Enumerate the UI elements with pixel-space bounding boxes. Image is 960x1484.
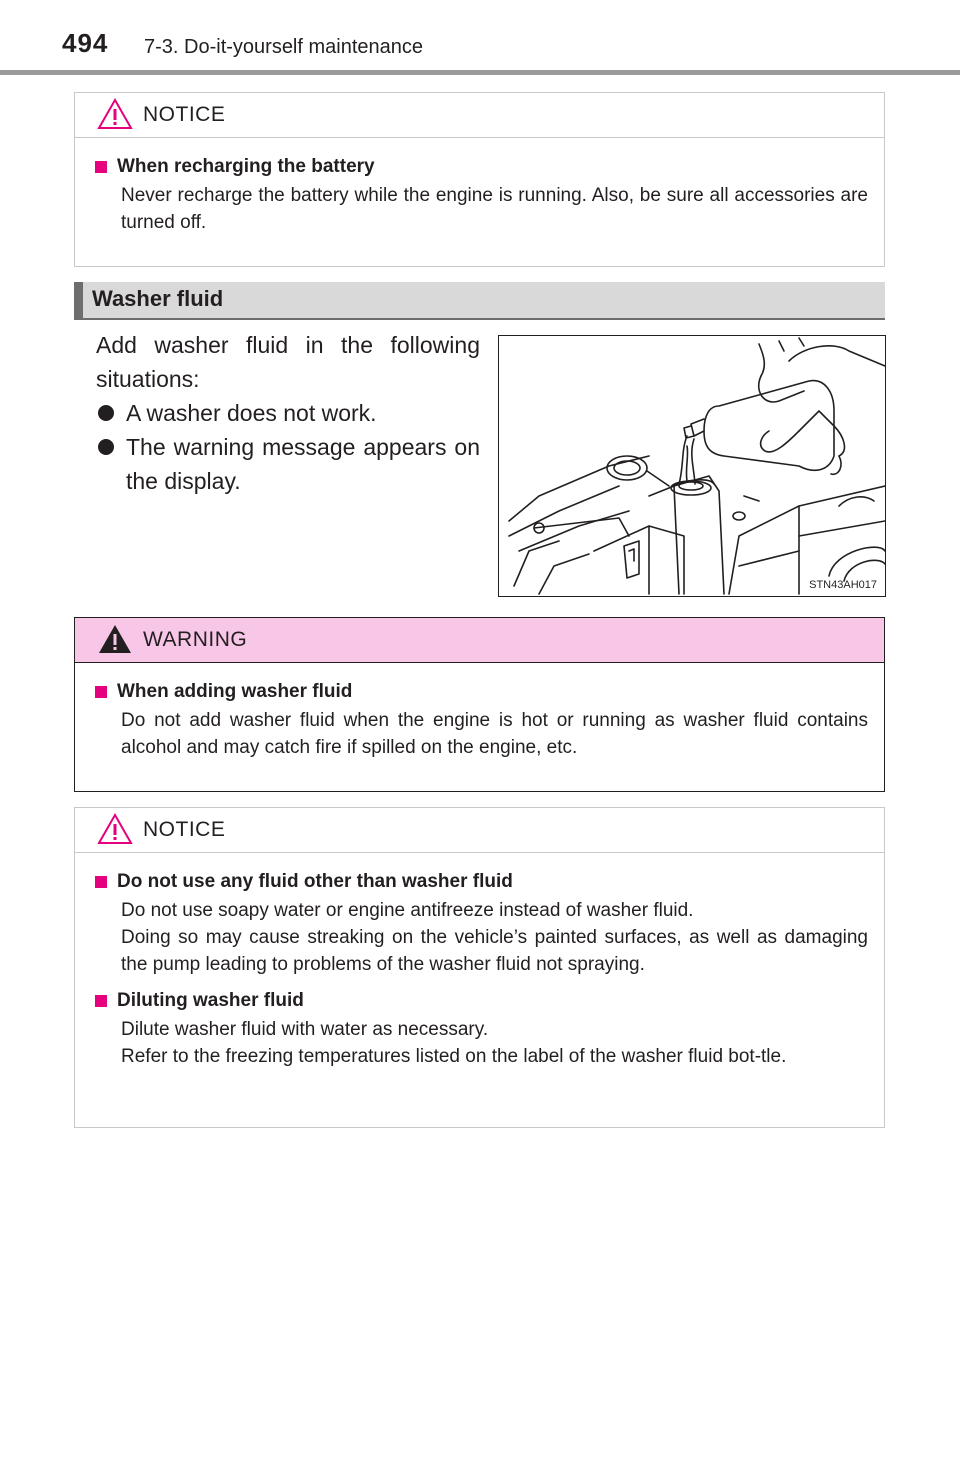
bullet-item [96, 396, 480, 430]
bullet-square-icon [95, 686, 107, 698]
notice-item [95, 990, 868, 1070]
item-text: Do not add washer fluid when the engine is hot or running as washer fluid contains alcohol and may catch fire if spilled on the engine, etc. [121, 710, 868, 758]
caution-triangle-icon [97, 812, 133, 846]
item-title: When recharging the battery [117, 156, 375, 177]
bullet-text: A washer does not work. [126, 400, 377, 426]
heading-bar [74, 282, 83, 318]
bullet-square-icon [95, 876, 107, 888]
bullet-dot-icon [98, 439, 114, 455]
notice-box-battery [74, 92, 885, 267]
section-title: 7-3. Do-it-yourself maintenance [144, 36, 424, 58]
item-text: Refer to the freezing temperatures listed on the label of the washer fluid bot-tle. [121, 1046, 787, 1067]
intro-text: Add washer fluid in the following situations: [96, 332, 480, 392]
warning-triangle-icon [97, 622, 133, 656]
pouring-fluid-drawing [499, 336, 885, 596]
notice-label: NOTICE [143, 818, 226, 841]
item-title: Do not use any fluid other than washer fluid [117, 871, 513, 892]
bullet-square-icon [95, 995, 107, 1007]
notice-header [75, 808, 884, 853]
figure-code: STN43AH017 [809, 579, 877, 591]
bullet-square-icon [95, 161, 107, 173]
notice-header [75, 93, 884, 138]
item-title: When adding washer fluid [117, 681, 353, 702]
section-heading-band [74, 282, 885, 318]
page-header [0, 0, 960, 78]
page-number: 494 [62, 28, 109, 58]
item-text: Doing so may cause streaking on the vehicle’s painted surfaces, as well as damaging the pump leading to problems of the washer fluid not spraying. [121, 927, 868, 975]
bullet-text: The warning message appears on the display. [126, 434, 480, 494]
item-text: Dilute washer fluid with water as necessary. [121, 1019, 489, 1040]
washer-fluid-illustration [498, 335, 886, 597]
warning-label: WARNING [143, 628, 248, 651]
header-rule [0, 70, 960, 75]
washer-intro [96, 328, 480, 498]
caution-triangle-icon [97, 97, 133, 131]
item-text: Never recharge the battery while the engine is running. Also, be sure all accessories are turned off. [121, 185, 868, 233]
section-heading: Washer fluid [92, 286, 224, 311]
bullet-item [96, 430, 480, 498]
notice-item [95, 871, 868, 978]
warning-header [75, 618, 884, 663]
notice-box-washer [74, 807, 885, 1128]
warning-box [74, 617, 885, 792]
heading-rule [74, 318, 885, 320]
item-title: Diluting washer fluid [117, 990, 304, 1011]
bullet-dot-icon [98, 405, 114, 421]
item-text: Do not use soapy water or engine antifreeze instead of washer fluid. [121, 900, 694, 921]
warning-item [95, 681, 868, 761]
notice-item [95, 156, 868, 236]
notice-label: NOTICE [143, 103, 226, 126]
